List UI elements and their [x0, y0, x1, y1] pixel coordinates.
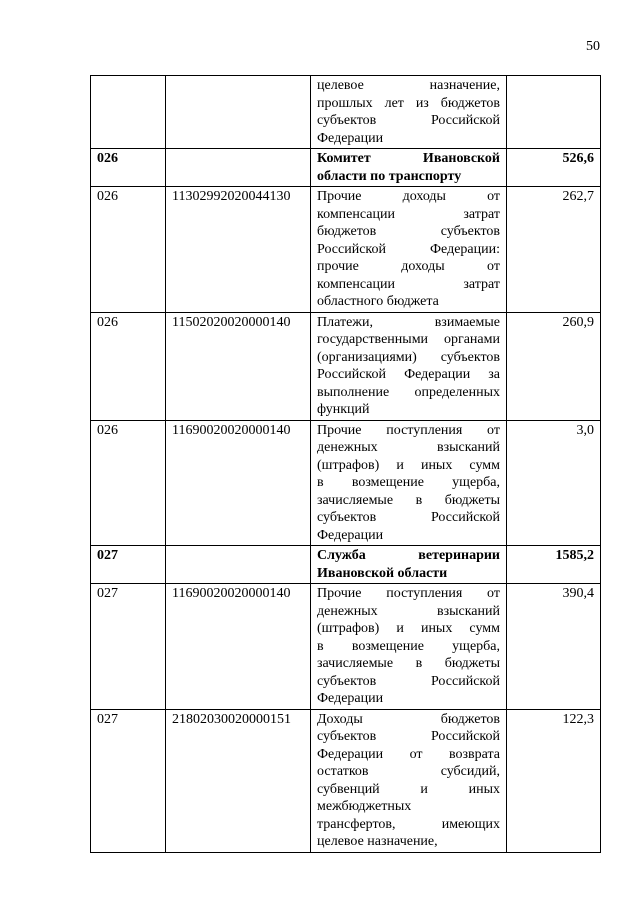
revenue-name-line: субъектов Российской [317, 113, 500, 128]
revenue-name-line: областного бюджета [317, 294, 439, 309]
table-row-organization [91, 546, 601, 584]
revenue-name-line: зачисляемые в бюджеты [317, 492, 500, 508]
revenue-name-cell [311, 420, 507, 546]
revenue-name-line: Прочие поступления от [317, 586, 500, 601]
revenue-name-cell [311, 76, 507, 149]
revenue-name-line: (организациями) субъектов [317, 349, 500, 365]
admin-code-cell: 026 [91, 312, 166, 420]
page-number: 50 [586, 39, 600, 54]
admin-code-cell: 026 [91, 420, 166, 546]
revenue-name-line: прочие доходы от [317, 259, 500, 274]
admin-code-cell: 027 [91, 546, 166, 584]
revenue-name-line: целевое назначение, [317, 78, 500, 93]
amount-cell [507, 76, 601, 149]
revenue-name-line: компенсации затрат [317, 276, 500, 292]
revenue-name-cell [311, 709, 507, 852]
revenue-name-cell [311, 584, 507, 710]
revenue-table [90, 75, 601, 853]
revenue-name-line: прошлых лет из бюджетов [317, 95, 500, 111]
amount-cell: 262,7 [507, 187, 601, 313]
revenue-name-cell [311, 149, 507, 187]
revenue-name-line: государственными органами [317, 332, 500, 347]
budget-code-cell [166, 546, 311, 584]
amount-cell: 1585,2 [507, 546, 601, 584]
admin-code-cell: 026 [91, 149, 166, 187]
revenue-name-line: в возмещение ущерба, [317, 638, 500, 654]
amount-cell: 122,3 [507, 709, 601, 852]
revenue-name-line: Доходы бюджетов [317, 711, 500, 727]
revenue-name-line: остатков субсидий, [317, 764, 500, 779]
revenue-name-cell [311, 546, 507, 584]
table-row [91, 187, 601, 313]
admin-code-cell: 027 [91, 584, 166, 710]
revenue-name-line: Комитет Ивановской [317, 151, 500, 166]
revenue-name-cell [311, 312, 507, 420]
revenue-name-line: бюджетов субъектов [317, 224, 500, 239]
revenue-name-line: (штрафов) и иных сумм [317, 457, 500, 473]
table-row [91, 76, 601, 149]
revenue-name-line: субвенций и иных [317, 781, 500, 797]
revenue-name-line: области по транспорту [317, 168, 462, 184]
revenue-name-line: Российской Федерации: [317, 241, 500, 257]
revenue-name-line: трансфертов, имеющих [317, 816, 500, 832]
revenue-name-line: субъектов Российской [317, 673, 500, 689]
amount-cell: 390,4 [507, 584, 601, 710]
revenue-name-line: в возмещение ущерба, [317, 475, 500, 490]
revenue-name-line: компенсации затрат [317, 206, 500, 222]
budget-code-cell: 11690020020000140 [166, 420, 311, 546]
revenue-name-line: межбюджетных [317, 799, 412, 814]
revenue-name-line: Прочие доходы от [317, 189, 500, 204]
amount-cell: 526,6 [507, 149, 601, 187]
revenue-name-line: Федерации [317, 691, 384, 706]
revenue-name-line: целевое назначение, [317, 834, 438, 849]
budget-code-cell [166, 76, 311, 149]
admin-code-cell: 026 [91, 187, 166, 313]
amount-cell: 3,0 [507, 420, 601, 546]
revenue-name-line: Федерации от возврата [317, 746, 500, 762]
revenue-name-cell [311, 187, 507, 313]
budget-code-cell: 11302992020044130 [166, 187, 311, 313]
revenue-name-line: Федерации [317, 130, 384, 146]
admin-code-cell: 027 [91, 709, 166, 852]
table-row [91, 709, 601, 852]
budget-code-cell: 11690020020000140 [166, 584, 311, 710]
revenue-name-line: Ивановской области [317, 565, 448, 581]
budget-code-cell [166, 149, 311, 187]
revenue-name-line: субъектов Российской [317, 729, 500, 744]
admin-code-cell [91, 76, 166, 149]
table-row [91, 312, 601, 420]
revenue-name-line: функций [317, 402, 370, 417]
revenue-name-line: Российской Федерации за [317, 367, 500, 382]
table-row [91, 584, 601, 710]
revenue-name-line: денежных взысканий [317, 603, 500, 619]
revenue-name-line: выполнение определенных [317, 384, 500, 400]
revenue-name-line: Платежи, взимаемые [317, 314, 500, 330]
table-row [91, 420, 601, 546]
amount-cell: 260,9 [507, 312, 601, 420]
revenue-name-line: Служба ветеринарии [317, 548, 500, 563]
revenue-name-line: (штрафов) и иных сумм [317, 621, 500, 636]
revenue-name-line: субъектов Российской [317, 510, 500, 525]
revenue-name-line: Федерации [317, 527, 384, 543]
budget-code-cell: 11502020020000140 [166, 312, 311, 420]
table-row-organization [91, 149, 601, 187]
revenue-name-line: зачисляемые в бюджеты [317, 656, 500, 671]
revenue-name-line: денежных взысканий [317, 440, 500, 455]
budget-code-cell: 21802030020000151 [166, 709, 311, 852]
table-body [91, 76, 601, 853]
revenue-name-line: Прочие поступления от [317, 422, 500, 438]
